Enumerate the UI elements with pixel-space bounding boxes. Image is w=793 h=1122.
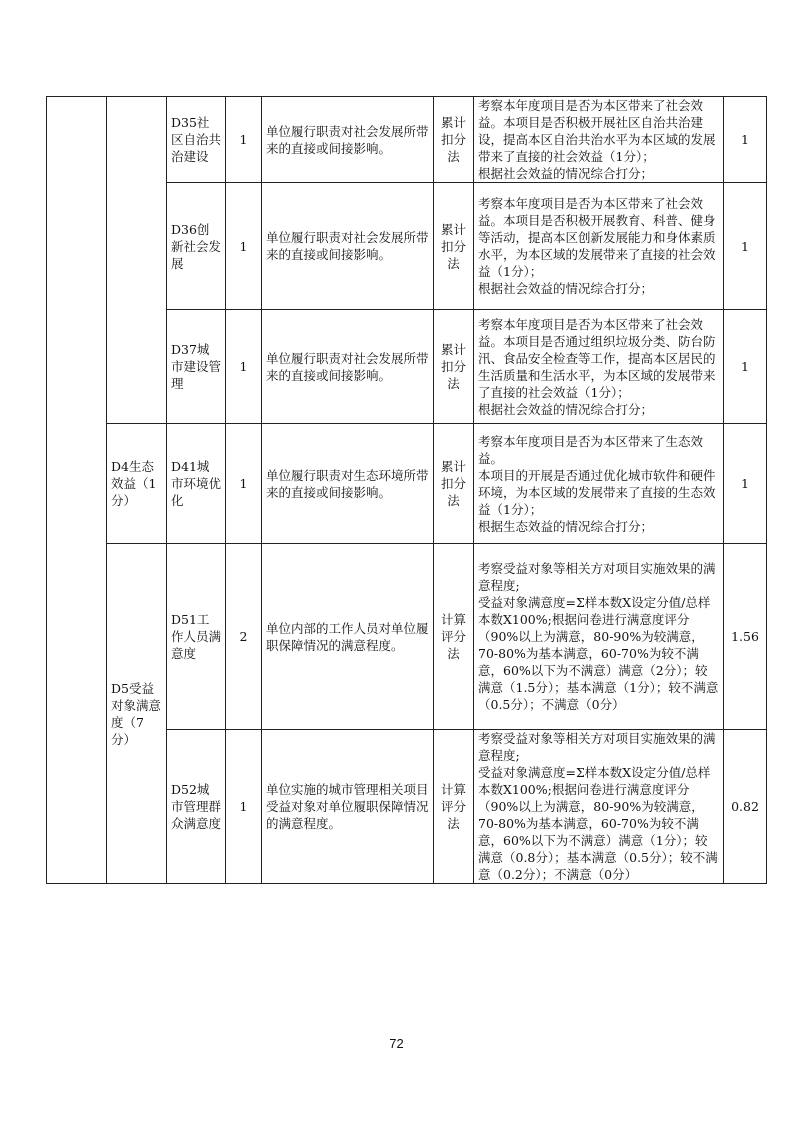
level1-cell bbox=[47, 97, 107, 884]
scoring-method: 累计扣分法 bbox=[434, 424, 474, 544]
weight-value: 1 bbox=[226, 424, 262, 544]
indicator-description: 单位内部的工作人员对单位履职保障情况的满意程度。 bbox=[262, 544, 434, 730]
scoring-criteria bbox=[474, 183, 724, 310]
criteria-line: 考察本年度项目是否为本区带来了生态效益。 bbox=[478, 433, 704, 466]
indicator-name: D37城市建设管理 bbox=[167, 310, 226, 424]
score-value: 0.82 bbox=[724, 730, 767, 884]
indicator-name: D52城市管理群众满意度 bbox=[167, 730, 226, 884]
criteria-line: 本项目的开展是否通过优化城市软件和硬件环境，为本区域的发展带来了直接的生态效益（1分）； bbox=[478, 467, 716, 517]
criteria-line: 受益对象满意度=Σ样本数X设定分值/总样本数X100%;根据问卷进行满意度评分（90%以上为满意，80-90%为较满意，70-80%为基本满意，60-70%为较不满意，60%以下为不满意）满意（2分）；较满意（1.5分）；基本满意（1分）；较不满意（0.5分）；不满意（0分） bbox=[478, 595, 719, 712]
criteria-line: 考察本年度项目是否为本区带来了社会效益。本项目是否积极开展教育、科普、健身等活动，提高本区创新发展能力和身体素质水平，为本区域的发展带来了直接的社会效益（1分）； bbox=[478, 196, 716, 279]
indicator-description: 单位实施的城市管理相关项目受益对象对单位履职保障情况的满意程度。 bbox=[262, 730, 434, 884]
indicator-description: 单位履行职责对社会发展所带来的直接或间接影响。 bbox=[262, 183, 434, 310]
table-row bbox=[47, 97, 767, 183]
level2-cell bbox=[107, 97, 167, 424]
criteria-line: 考察受益对象等相关方对项目实施效果的满意程度; bbox=[478, 731, 716, 763]
table-row bbox=[47, 424, 767, 544]
criteria-line: 考察本年度项目是否为本区带来了社会效益。本项目是否通过组织垃圾分类、防台防汛、食品安全检查等工作，提高本区居民的生活质量和生活水平，为本区域的发展带来了直接的社会效益（1分）； bbox=[478, 316, 716, 400]
evaluation-table bbox=[46, 96, 767, 884]
level2-indicator: D4生态效益（1分） bbox=[107, 424, 167, 544]
criteria-line: 考察本年度项目是否为本区带来了社会效益。本项目是否积极开展社区自治共治建设，提高本区自治共治水平为本区域的发展带来了直接的社会效益（1分）； bbox=[478, 98, 716, 164]
scoring-criteria bbox=[474, 424, 724, 544]
scoring-method: 计算评分法 bbox=[434, 544, 474, 730]
indicator-name: D36创新社会发展 bbox=[167, 183, 226, 310]
scoring-method: 累计扣分法 bbox=[434, 310, 474, 424]
table-row bbox=[47, 544, 767, 730]
score-value: 1 bbox=[724, 183, 767, 310]
scoring-method: 累计扣分法 bbox=[434, 97, 474, 183]
page-number: 72 bbox=[389, 1036, 404, 1051]
scoring-criteria bbox=[474, 310, 724, 424]
score-value: 1 bbox=[724, 310, 767, 424]
criteria-line: 根据社会效益的情况综合打分； bbox=[478, 281, 654, 296]
score-value: 1.56 bbox=[724, 544, 767, 730]
criteria-line: 考察受益对象等相关方对项目实施效果的满意程度; bbox=[478, 561, 716, 593]
indicator-description: 单位履行职责对社会发展所带来的直接或间接影响。 bbox=[262, 310, 434, 424]
criteria-line: 根据社会效益的情况综合打分； bbox=[478, 401, 654, 417]
score-value: 1 bbox=[724, 424, 767, 544]
scoring-criteria bbox=[474, 97, 724, 183]
weight-value: 2 bbox=[226, 544, 262, 730]
criteria-line: 根据社会效益的情况综合打分； bbox=[478, 166, 654, 181]
criteria-line: 根据生态效益的情况综合打分； bbox=[478, 518, 654, 534]
criteria-line: 受益对象满意度=Σ样本数X设定分值/总样本数X100%;根据问卷进行满意度评分（90%以上为满意，80-90%为较满意，70-80%为基本满意，60-70%为较不满意，60%以下为不满意）满意（1分）；较满意（0.8分）；基本满意（0.5分）；较不满意（0.2分）；不满意（0分） bbox=[478, 765, 718, 882]
score-value: 1 bbox=[724, 97, 767, 183]
indicator-description: 单位履行职责对社会发展所带来的直接或间接影响。 bbox=[262, 97, 434, 183]
scoring-criteria bbox=[474, 730, 724, 884]
scoring-criteria bbox=[474, 544, 724, 730]
weight-value: 1 bbox=[226, 730, 262, 884]
indicator-description: 单位履行职责对生态环境所带来的直接或间接影响。 bbox=[262, 424, 434, 544]
indicator-name: D35社区自治共治建设 bbox=[167, 97, 226, 183]
indicator-name: D41城市环境优化 bbox=[167, 424, 226, 544]
scoring-method: 计算评分法 bbox=[434, 730, 474, 884]
weight-value: 1 bbox=[226, 97, 262, 183]
level2-indicator: D5受益对象满意度（7分） bbox=[107, 544, 167, 884]
weight-value: 1 bbox=[226, 183, 262, 310]
scoring-method: 累计扣分法 bbox=[434, 183, 474, 310]
indicator-name: D51工作人员满意度 bbox=[167, 544, 226, 730]
weight-value: 1 bbox=[226, 310, 262, 424]
